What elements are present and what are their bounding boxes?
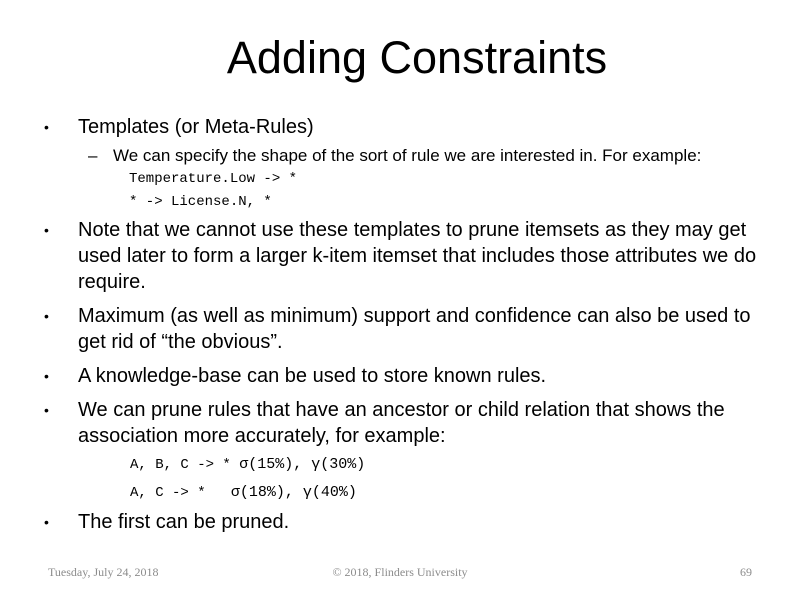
rule-stats: σ(18%), γ(40%) <box>230 484 357 501</box>
bullet-prune-rules <box>44 397 774 449</box>
template-example-1: Temperature.Low -> * <box>129 171 298 187</box>
bullet-icon: • <box>44 368 49 384</box>
bullet-text: The first can be pruned. <box>78 511 290 533</box>
footer-date: Tuesday, July 24, 2018 <box>48 565 159 579</box>
bullet-icon: • <box>44 514 49 530</box>
bullet-icon: • <box>44 402 49 418</box>
bullet-text: Templates (or Meta-Rules) <box>78 116 314 138</box>
sub-bullet-specify-shape <box>44 144 774 167</box>
bullet-text: Note that we cannot use these templates to prune itemsets as they may get used later to form a larger k-item itemset that includes those attributes we do require. <box>78 219 757 293</box>
bullet-note-templates <box>44 217 774 295</box>
rule-example-1 <box>44 451 774 479</box>
template-example-2: * -> License.N, * <box>129 194 272 210</box>
footer-copyright: © 2018, Flinders University <box>332 565 468 579</box>
slide-title: Adding Constraints <box>226 32 608 83</box>
bullet-text: We can prune rules that have an ancestor or child relation that shows the association more accurately, for example: <box>78 399 725 447</box>
rule-text: A, B, C -> * <box>130 457 240 473</box>
slide-content <box>44 114 774 535</box>
bullet-icon: • <box>44 308 49 324</box>
rule-text: A, C -> * <box>130 485 231 501</box>
bullet-first-pruned <box>44 509 774 535</box>
rule-example-2 <box>44 479 774 507</box>
bullet-knowledge-base <box>44 363 774 389</box>
sub-bullet-text: We can specify the shape of the sort of rule we are interested in. For example: <box>113 146 702 165</box>
bullet-text: Maximum (as well as minimum) support and confidence can also be used to get rid of “the obvious”. <box>78 305 751 353</box>
bullet-icon: • <box>44 222 49 238</box>
bullet-support-confidence <box>44 303 774 355</box>
bullet-templates <box>44 114 774 140</box>
footer-page-number: 69 <box>740 565 752 579</box>
dash-icon: – <box>88 146 98 165</box>
bullet-icon: • <box>44 119 49 135</box>
bullet-text: A knowledge-base can be used to store known rules. <box>78 365 547 387</box>
rule-stats: σ(15%), γ(30%) <box>239 456 366 473</box>
